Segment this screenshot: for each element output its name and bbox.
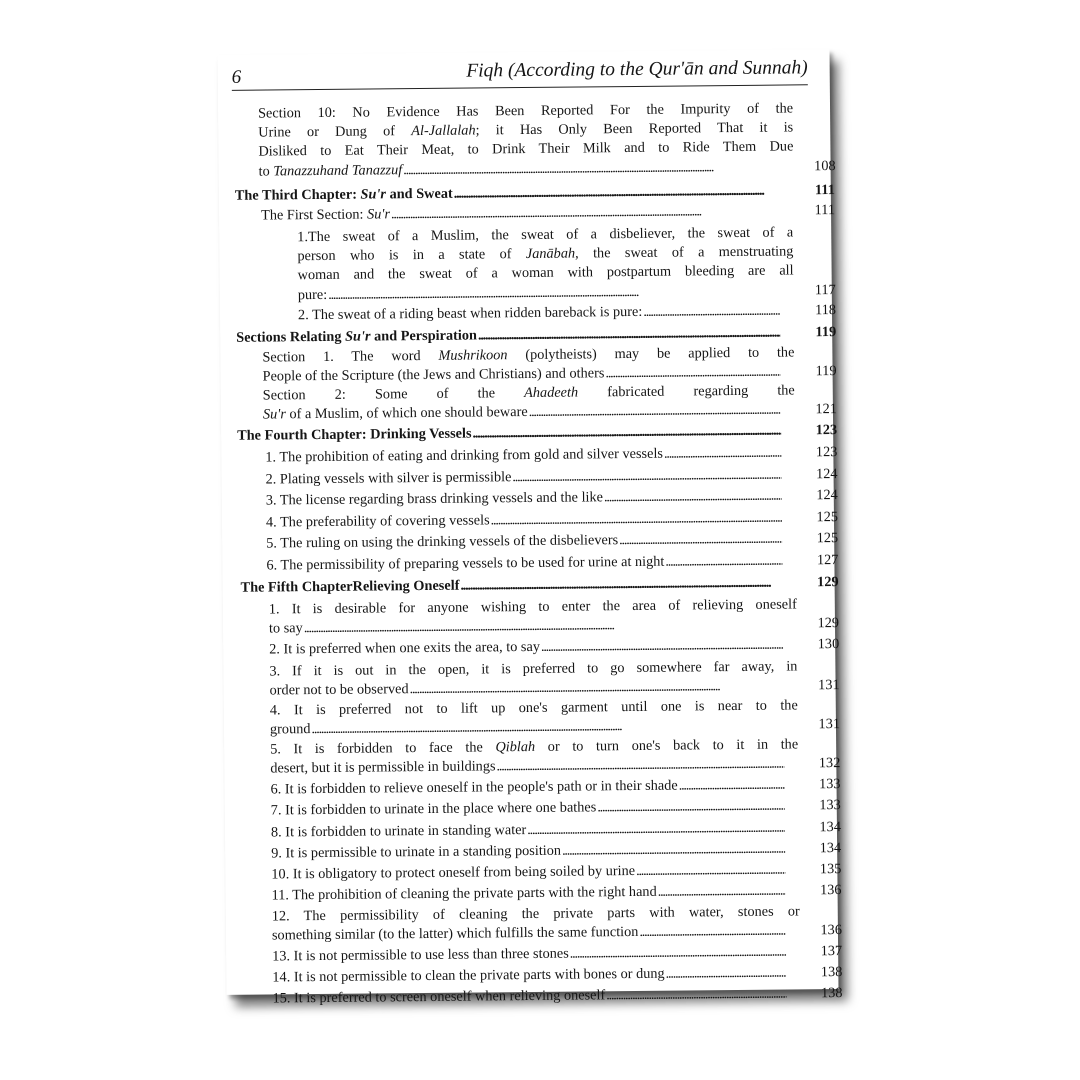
page-number: 6 xyxy=(231,66,242,88)
toc-entry-last-line xyxy=(272,942,843,966)
toc-entry-text: 8. It is forbidden to urinate in standing water xyxy=(270,822,527,841)
dot-leader xyxy=(605,363,780,384)
toc-entry-last-line xyxy=(266,551,839,575)
toc-page-number: 130 xyxy=(817,636,840,653)
toc-page-number: 135 xyxy=(819,861,842,878)
toc-entry[interactable] xyxy=(270,775,841,799)
toc-page-number: 136 xyxy=(820,922,843,939)
toc-entry-last-line xyxy=(240,573,839,598)
toc-entry-text: The Third Chapter: Su'r and Sweat xyxy=(234,185,453,204)
toc-entry-last-line xyxy=(270,818,842,842)
dot-leader xyxy=(541,636,783,658)
toc-entry-text: 7. It is forbidden to urinate in the place where one bathes xyxy=(270,799,597,819)
dot-leader xyxy=(570,943,787,964)
toc-entry[interactable] xyxy=(272,984,843,1008)
dot-leader xyxy=(658,882,786,902)
toc-entry-text: ground xyxy=(269,721,311,738)
toc-entry-text: 2. It is preferred when one exits the area, to say xyxy=(269,638,541,658)
toc-entry[interactable] xyxy=(265,508,839,532)
toc-entry-text: Su'r of a Muslim, of which one should beware xyxy=(262,404,528,423)
toc-entry-last-line xyxy=(270,796,841,820)
toc-page-number: 129 xyxy=(817,574,839,591)
dot-leader xyxy=(597,797,785,818)
toc-entry-text: Sections Relating Su'r and Perspiration xyxy=(236,327,478,346)
toc-entry-text: The Fourth Chapter: Drinking Vessels xyxy=(237,425,472,444)
toc-entry[interactable] xyxy=(266,551,839,575)
toc-page-number: 121 xyxy=(815,401,838,418)
toc-entry[interactable] xyxy=(270,796,841,820)
toc-entry[interactable] xyxy=(270,735,841,778)
dot-leader xyxy=(664,444,782,464)
toc-entry[interactable] xyxy=(271,881,842,905)
toc-entry-text: 5. The ruling on using the drinking vessels of the disbelievers xyxy=(266,532,619,552)
toc-entry[interactable] xyxy=(269,696,841,739)
toc-entry-text: People of the Scripture (the Jews and Christians) and others xyxy=(262,365,605,385)
toc-entry[interactable] xyxy=(262,343,837,387)
toc-page-number: 108 xyxy=(814,157,836,174)
toc-entry[interactable] xyxy=(272,963,843,987)
toc-entry-text: 2. Plating vessels with silver is permissible xyxy=(265,469,512,488)
toc-entry[interactable] xyxy=(272,942,843,966)
toc-entry[interactable] xyxy=(260,201,836,225)
toc-entry-last-line xyxy=(272,984,843,1008)
toc-entry-text: 2. The sweat of a riding beast when ridden bareback is pure: xyxy=(297,303,643,324)
toc-page-number: 134 xyxy=(819,840,842,857)
toc-entry-text: desert, but it is permissible in buildings xyxy=(270,758,496,777)
toc-entry[interactable] xyxy=(271,902,843,945)
toc-entry-text: to say xyxy=(268,620,303,637)
dot-leader xyxy=(562,840,785,861)
toc-entry[interactable] xyxy=(268,595,840,638)
dot-leader xyxy=(527,819,785,841)
toc-entry-text: The Fifth ChapterRelieving Oneself xyxy=(240,577,460,596)
toc-entry[interactable] xyxy=(269,657,840,700)
toc-page-number: 124 xyxy=(816,487,838,504)
toc-entry-last-line xyxy=(265,486,838,510)
toc-entry-last-line xyxy=(269,635,840,659)
toc-entry[interactable] xyxy=(266,529,839,553)
toc-page-number: 117 xyxy=(814,281,836,298)
dot-leader xyxy=(454,182,779,204)
toc-entry-last-line xyxy=(265,508,839,532)
toc-entry-last-line xyxy=(297,301,837,325)
toc-entry-text: to Tanazzuhand Tanazzuf xyxy=(258,161,403,180)
toc-entry-text: 6. It is forbidden to relieve oneself in the people's path or in their shade xyxy=(270,777,678,798)
toc-entry-last-line xyxy=(260,201,836,225)
toc-entry-line: Section 10: No Evidence Has Been Reported For the Impurity of the xyxy=(257,100,794,122)
toc-page-number: 127 xyxy=(816,552,839,569)
toc-page-number: 111 xyxy=(814,182,835,199)
toc-page-number: 132 xyxy=(818,755,841,772)
dot-leader xyxy=(666,964,787,984)
toc-entry[interactable] xyxy=(297,301,837,325)
toc-entry-line: person who is in a state of Janābah, the sweat of a menstruating xyxy=(297,243,794,265)
toc-entry[interactable] xyxy=(269,635,840,659)
toc-page-number: 124 xyxy=(816,466,838,483)
dot-leader xyxy=(529,401,781,423)
toc-entry-line: 1.The sweat of a Muslim, the sweat of a disbeliever, the sweat of a xyxy=(297,224,794,246)
toc-entry[interactable] xyxy=(271,839,842,863)
toc-entry-line: Disliked to Eat Their Meat, to Drink Their Milk and to Ride Them Due xyxy=(258,138,794,160)
toc-entry-text: 10. It is obligatory to protect oneself from being soiled by urine xyxy=(271,862,636,883)
toc-page-number: 136 xyxy=(820,882,842,899)
header-rule xyxy=(232,84,808,91)
toc-entry-line: 12. The permissibility of cleaning the private parts with water, stones or xyxy=(271,903,800,925)
toc-entry[interactable] xyxy=(297,223,836,305)
toc-entry-text: pure: xyxy=(297,286,328,303)
toc-page-number: 129 xyxy=(817,615,840,632)
toc-page-number: 138 xyxy=(820,964,843,981)
toc-entry[interactable] xyxy=(265,443,838,467)
toc-entry-last-line xyxy=(265,465,838,489)
toc-entry-text: 6. The permissibility of preparing vessels to be used for urine at night xyxy=(266,553,665,574)
dot-leader xyxy=(328,281,780,305)
book-page xyxy=(218,49,843,1007)
toc-page-number: 123 xyxy=(815,444,838,461)
toc-entry[interactable] xyxy=(262,381,838,425)
toc-entry-last-line xyxy=(271,860,842,884)
dot-leader xyxy=(472,422,781,444)
dot-leader xyxy=(496,755,784,777)
running-title: Fiqh (According to the Qur'ān and Sunnah) xyxy=(466,57,808,82)
toc-entry-text: 15. It is preferred to screen oneself when relieving oneself xyxy=(272,987,606,1007)
toc-page-number: 118 xyxy=(814,302,837,319)
toc-entry-text: 1. The prohibition of eating and drinking from gold and silver vessels xyxy=(265,445,664,466)
toc-page-number: 111 xyxy=(814,202,836,219)
toc-entry-last-line xyxy=(265,443,838,467)
toc-entry-text: 11. The prohibition of cleaning the private parts with the right hand xyxy=(271,883,657,904)
toc-page-number: 119 xyxy=(815,324,837,341)
toc-entry-last-line xyxy=(272,963,843,987)
toc-entry-text: The First Section: Su'r xyxy=(260,206,391,224)
toc-entry-text: 9. It is permissible to urinate in a standing position xyxy=(271,842,562,862)
dot-leader xyxy=(512,466,781,488)
toc-entry-line: Section 1. The word Mushrikoon (polytheists) may be applied to the xyxy=(262,344,795,366)
toc-entry[interactable] xyxy=(270,818,842,842)
dot-leader xyxy=(491,509,783,531)
toc-entry-last-line xyxy=(271,839,842,863)
toc-entry-line: 3. If it is out in the open, it is preferred to go somewhere far away, in xyxy=(269,658,798,680)
toc-entry-line: Section 2: Some of the Ahadeeth fabricated regarding the xyxy=(262,382,795,404)
toc-entry-last-line xyxy=(271,881,842,905)
dot-leader xyxy=(639,922,786,943)
toc-page-number: 134 xyxy=(819,819,842,836)
toc-page-number: 138 xyxy=(821,985,843,1002)
toc-entry-last-line xyxy=(266,529,839,553)
toc-page-number: 133 xyxy=(819,797,841,814)
dot-leader xyxy=(679,776,785,796)
toc-entry-text: 13. It is not permissible to use less than three stones xyxy=(272,945,569,965)
toc-entry[interactable] xyxy=(271,860,842,884)
toc-chapter-entry[interactable] xyxy=(237,421,838,446)
dot-leader xyxy=(636,861,785,882)
toc-entry[interactable] xyxy=(257,99,836,181)
toc-entry-last-line xyxy=(237,421,838,446)
toc-page-number: 125 xyxy=(816,530,839,547)
toc-page-number: 119 xyxy=(815,363,837,380)
dot-leader xyxy=(665,552,782,572)
dot-leader xyxy=(460,574,782,596)
toc-entry-text: 3. The license regarding brass drinking vessels and the like xyxy=(265,489,604,509)
toc-page-number: 133 xyxy=(819,776,841,793)
toc-entry-line: woman and the sweat of a woman with postpartum bleeding are all xyxy=(297,262,794,284)
toc-chapter-entry[interactable] xyxy=(240,573,839,598)
dot-leader xyxy=(619,530,782,551)
toc-entry-last-line xyxy=(258,157,836,181)
toc-entry-text: order not to be observed xyxy=(269,681,409,699)
toc-entry-line: 5. It is forbidden to face the Qiblah or to turn one's back to it in the xyxy=(270,736,799,758)
dot-leader xyxy=(391,202,779,225)
dot-leader xyxy=(604,487,782,508)
toc-page-number: 123 xyxy=(815,422,838,439)
toc-entry-line: 4. It is preferred not to lift up one's garment until one is near to the xyxy=(269,697,798,719)
toc-page-number: 125 xyxy=(816,509,839,526)
dot-leader xyxy=(403,157,780,180)
dot-leader xyxy=(643,302,780,323)
toc-entry-text: something similar (to the latter) which fulfills the same function xyxy=(271,924,639,944)
toc-page-number: 137 xyxy=(820,943,843,960)
toc-entry[interactable] xyxy=(265,486,838,510)
dot-leader xyxy=(606,985,787,1006)
toc-entry-text: 14. It is not permissible to clean the private parts with bones or dung xyxy=(272,965,665,986)
toc-page-number: 131 xyxy=(818,716,841,733)
toc-entry[interactable] xyxy=(265,465,838,489)
toc-entry-text: 4. The preferability of covering vessels xyxy=(265,512,490,531)
toc-entry-line: 1. It is desirable for anyone wishing to enter the area of relieving oneself xyxy=(268,596,797,618)
toc-page-number: 131 xyxy=(818,677,840,694)
dot-leader xyxy=(304,615,783,639)
toc-entry-last-line xyxy=(270,775,841,799)
toc-entry-line: Urine or Dung of Al-Jallalah; it Has Only Been Reported That it is xyxy=(258,119,794,141)
dot-leader xyxy=(478,324,780,346)
